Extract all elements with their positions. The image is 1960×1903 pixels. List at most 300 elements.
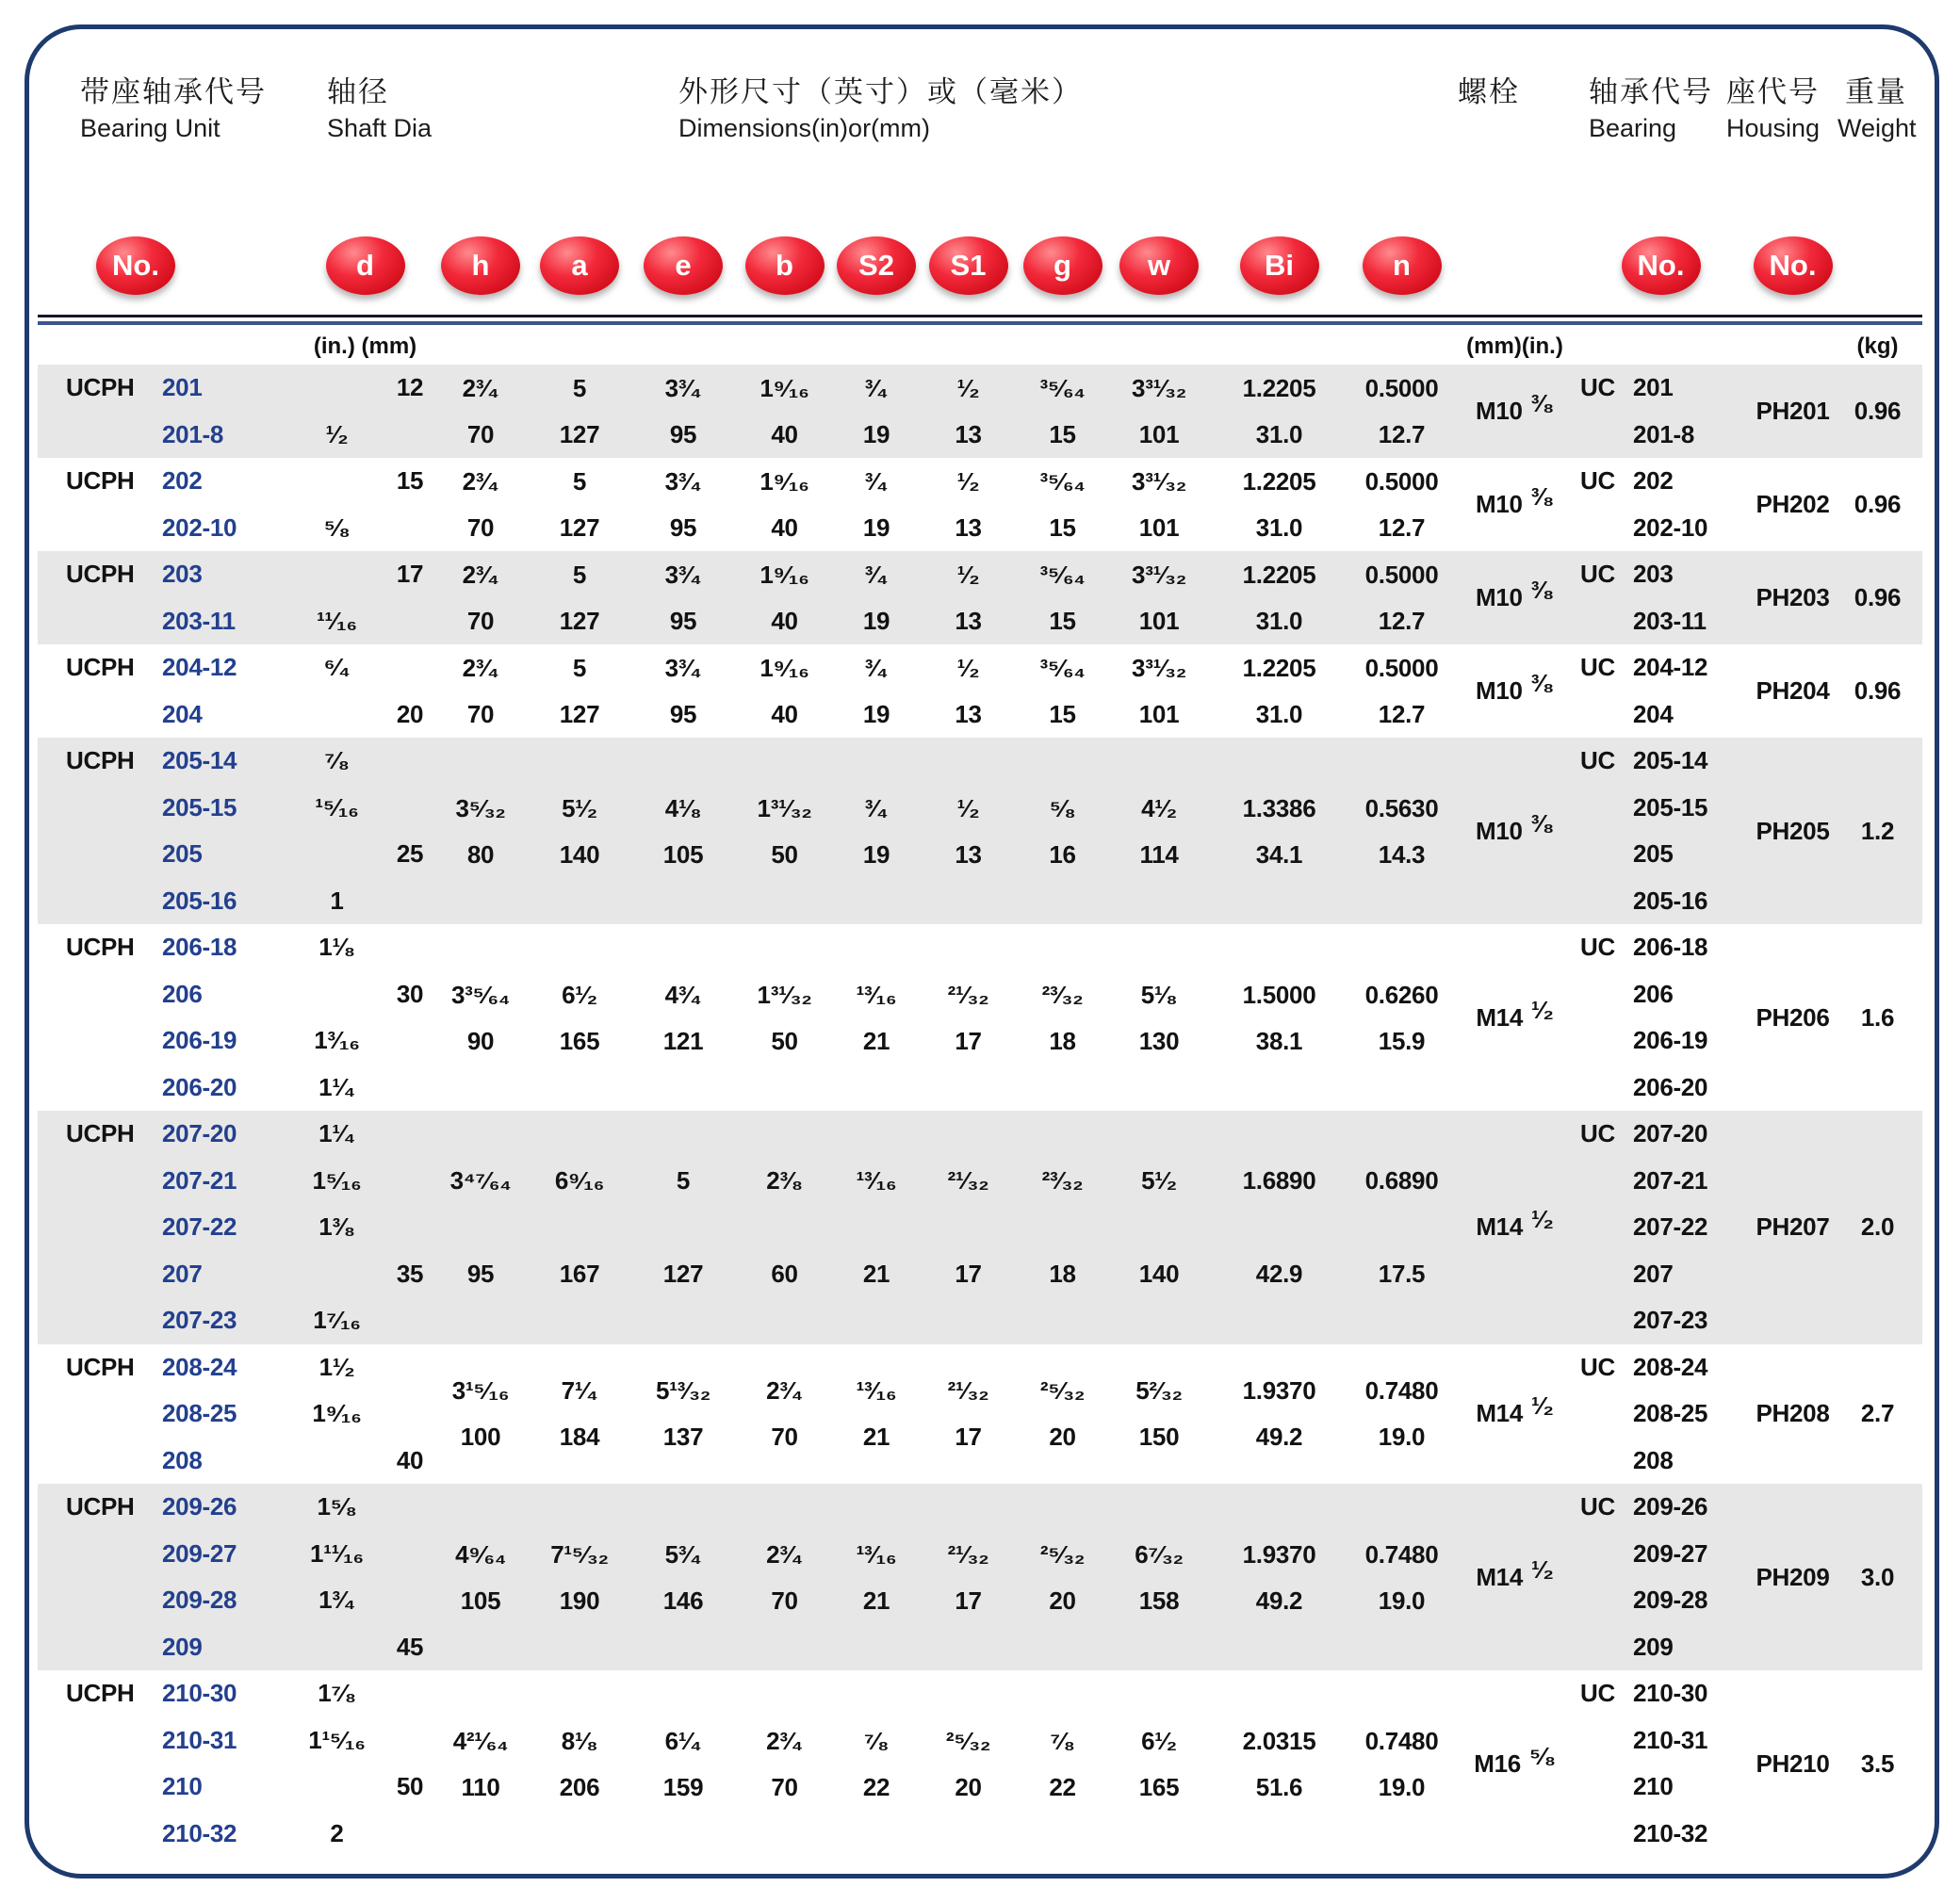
unit-no-cell: [38, 1065, 292, 1112]
dimension-column: [730, 1111, 839, 1344]
bearing-no-cell: [1569, 412, 1753, 459]
bearing-prefix: UC: [1580, 373, 1615, 402]
bearing-no-cell: [1569, 1251, 1753, 1298]
weight-value: 3.0: [1860, 1562, 1895, 1591]
bearing-number: 205-14: [1633, 746, 1708, 775]
shaft-dia-in-cell: ¹⁵⁄₁₆: [315, 792, 359, 821]
dimension-mm: 12.7: [1378, 420, 1426, 448]
dimension-mm: 13: [955, 700, 982, 728]
dimension-mm: 40: [771, 700, 798, 728]
bolt-size-in: ¹⁄₂: [1531, 1205, 1554, 1234]
bearing-no-cell: [1569, 1577, 1753, 1624]
shaft-dia-in-cell: 1³⁄₁₆: [314, 1026, 360, 1055]
dimension-mm: 31.0: [1255, 607, 1303, 635]
dimension-column: [1022, 924, 1102, 1111]
bearing-prefix: UC: [1580, 1119, 1615, 1148]
badge-d: d: [326, 236, 405, 295]
shaft-dia-mm-cell: [382, 1297, 438, 1344]
dimension-in: 1.9370: [1242, 1376, 1316, 1406]
dimension-mm: 137: [662, 1423, 704, 1452]
unit-prefix: UCPH: [66, 746, 135, 775]
dimension-mm: 158: [1138, 1586, 1180, 1615]
dimension-in: 5³⁄₄: [664, 1539, 702, 1569]
dimension-column: [438, 458, 523, 551]
shaft-dia-in-cell: 1¹⁄₂: [318, 1352, 355, 1381]
dimension-in: 4⁹⁄₆₄: [455, 1539, 506, 1569]
dimension-in: 3³⁄₄: [664, 561, 702, 589]
dimension-in: 3³⁄₄: [664, 467, 702, 496]
units-weight: (kg): [1856, 333, 1899, 359]
header-shaft-dia: [327, 73, 432, 145]
bolt-size-mm: M14: [1476, 1399, 1524, 1428]
dimension-in: 5: [572, 467, 587, 496]
dimension-in: 5¹⁄₂: [562, 793, 597, 822]
bearing-block: [38, 1111, 1922, 1344]
shaft-dia-in-cell: 1¹⁄₈: [318, 933, 355, 962]
bearing-no-cell: [1569, 1344, 1753, 1391]
dimension-column: [914, 365, 1022, 458]
units-shaft-dia: (in.) (mm): [313, 333, 417, 359]
dimension-mm: 12.7: [1378, 513, 1426, 542]
unit-number: 202-10: [162, 512, 237, 542]
bolt-size-in: ³⁄₈: [1530, 808, 1554, 838]
dimension-in: 2.0315: [1242, 1726, 1316, 1755]
dimension-mm: 101: [1138, 420, 1180, 448]
bearing-number: 207: [1633, 1259, 1674, 1288]
dimension-column: [914, 458, 1022, 551]
bearing-number: 210-31: [1633, 1725, 1708, 1754]
unit-no-cell: [38, 1577, 292, 1624]
housing-number: PH203: [1756, 583, 1830, 611]
unit-no-cell: [38, 412, 292, 459]
shaft-dia-in-cell: 1¹¹⁄₁₆: [310, 1538, 364, 1568]
dimension-column: [1022, 644, 1102, 738]
dimension-column: [1343, 1344, 1461, 1485]
dimension-mm: 51.6: [1255, 1772, 1303, 1801]
dimension-in: ¹⁄₂: [956, 374, 980, 402]
housing-number: PH210: [1756, 1748, 1830, 1778]
dimension-column: [1022, 738, 1102, 924]
shaft-dia-mm-cell: [382, 644, 438, 691]
dimension-in: 8¹⁄₈: [561, 1726, 598, 1755]
unit-number: 210-31: [162, 1725, 237, 1754]
dimension-in: 3³¹⁄₃₂: [1132, 561, 1186, 589]
shaft-dia-mm-cell: [382, 1717, 438, 1765]
unit-no-cell: [38, 1297, 292, 1344]
dimension-column: [636, 1111, 730, 1344]
housing-no-cell: [1753, 365, 1833, 458]
badge-no-unit: No.: [96, 236, 175, 295]
shaft-dia-mm-cell: [382, 1811, 438, 1858]
bearing-no-cell: [1569, 458, 1753, 505]
dimension-column: [523, 924, 636, 1111]
unit-prefix: UCPH: [66, 466, 135, 496]
housing-number: PH206: [1756, 1002, 1830, 1032]
dimension-mm: 14.3: [1378, 839, 1426, 869]
dimension-in: 1⁹⁄₁₆: [760, 374, 809, 402]
dimension-mm: 165: [559, 1026, 600, 1055]
housing-no-cell: [1753, 924, 1833, 1111]
dimension-mm: 17: [955, 1423, 982, 1452]
dimension-in: ³⁄₄: [864, 654, 889, 682]
bolt-size-in: ⁵⁄₈: [1528, 1741, 1556, 1770]
dimension-in: 0.5000: [1364, 467, 1439, 496]
dimension-mm: 167: [559, 1260, 600, 1289]
dimension-in: 1⁹⁄₁₆: [760, 467, 809, 496]
dimension-mm: 12.7: [1378, 700, 1426, 728]
dimension-column: [1102, 738, 1216, 924]
bearing-prefix: UC: [1580, 653, 1615, 682]
bearing-prefix: UC: [1580, 1492, 1615, 1521]
bearing-no-cell: [1569, 1531, 1753, 1578]
badge-e-cell: [636, 232, 730, 300]
dimension-in: ³⁄₄: [864, 374, 889, 402]
dimension-mm: 101: [1138, 700, 1180, 728]
badge-g: g: [1023, 236, 1102, 295]
dimension-column: [914, 1484, 1022, 1670]
bolt-size-in: ³⁄₈: [1530, 482, 1554, 511]
unit-no-cell: [38, 1158, 292, 1205]
dimension-in: 5¹⁄₂: [1141, 1166, 1177, 1195]
bolt-line: [1476, 669, 1554, 706]
dimension-column: [730, 644, 839, 738]
dimension-in: 3³⁄₄: [664, 654, 702, 682]
dimension-in: 6¹⁄₂: [562, 980, 597, 1009]
dimension-column: [523, 458, 636, 551]
shaft-dia-in-cell: [292, 831, 382, 878]
bearing-no-cell: [1569, 878, 1753, 925]
dimension-in: 1.2205: [1242, 561, 1316, 589]
bolt-size-in: ¹⁄₂: [1531, 1554, 1554, 1584]
weight-cell: [1833, 1670, 1922, 1857]
shaft-dia-mm-cell: [382, 1484, 438, 1531]
unit-no-cell: [38, 1391, 292, 1438]
dimension-mm: 21: [862, 1260, 890, 1289]
bolt-line: [1474, 1741, 1556, 1779]
badge-n: n: [1363, 236, 1442, 295]
dimension-column: [914, 551, 1022, 644]
dimension-mm: 165: [1138, 1772, 1180, 1801]
dimension-in: 3³⁵⁄₆₄: [450, 980, 511, 1009]
bearing-prefix: UC: [1580, 560, 1615, 589]
bearing-number: 208: [1633, 1445, 1674, 1474]
shaft-dia-in-cell: 1⁷⁄₈: [318, 1679, 356, 1708]
dimension-column: [839, 365, 914, 458]
badge-n-cell: [1343, 232, 1461, 300]
dimension-column: [839, 644, 914, 738]
dimension-mm: 15: [1049, 513, 1076, 542]
dimension-in: 1³¹⁄₃₂: [757, 793, 812, 822]
header-housing-en: Housing: [1726, 114, 1821, 142]
shaft-dia-in-cell: [292, 1764, 382, 1811]
unit-number: 210: [162, 1772, 203, 1801]
dimension-mm: 17: [955, 1026, 982, 1055]
unit-prefix: UCPH: [66, 1352, 135, 1381]
shaft-dia-in-cell: 1¹⁄₄: [318, 1119, 355, 1148]
dimension-column: [1343, 1670, 1461, 1857]
weight-cell: [1833, 1344, 1922, 1485]
shaft-dia-mm-cell: [382, 1531, 438, 1578]
unit-no-cell: [38, 1204, 292, 1251]
dimension-in: ²⁵⁄₃₂: [1039, 1376, 1086, 1406]
bearing-no-cell: [1569, 551, 1753, 598]
badge-no-housing-cell: [1753, 232, 1833, 300]
dimension-in: ⁷⁄₈: [1050, 1726, 1075, 1755]
shaft-dia-mm-cell: [382, 1344, 438, 1391]
housing-number: PH208: [1756, 1399, 1830, 1428]
shaft-dia-in-cell: [292, 691, 382, 739]
header-weight-zh: 重量: [1845, 75, 1907, 108]
unit-number: 205-15: [162, 792, 237, 821]
dimension-column: [914, 1111, 1022, 1344]
bolt-size-mm: M16: [1474, 1748, 1521, 1778]
badge-s1: S1: [929, 236, 1008, 295]
dimension-column: [438, 738, 523, 924]
dimension-mm: 31.0: [1255, 513, 1303, 542]
dimension-in: 2³⁄₄: [462, 374, 499, 402]
unit-no-cell: [38, 598, 292, 645]
header-bearing-en: Bearing: [1589, 114, 1677, 142]
dimension-mm: 130: [1138, 1026, 1180, 1055]
header-weight-en: Weight: [1838, 114, 1917, 142]
unit-no-cell: [38, 1484, 292, 1531]
unit-number: 204: [162, 699, 203, 728]
shaft-dia-mm-cell: [382, 738, 438, 785]
unit-number: 210-32: [162, 1818, 237, 1847]
dimension-column: [1216, 458, 1343, 551]
dimension-column: [914, 738, 1022, 924]
bearing-block: [38, 365, 1922, 458]
dimension-mm: 20: [1049, 1586, 1076, 1615]
bolt-line: [1476, 1205, 1554, 1242]
header-dimensions: [678, 73, 1083, 145]
dimension-column: [1102, 1344, 1216, 1485]
badge-e: e: [644, 236, 723, 295]
dimension-mm: 31.0: [1255, 420, 1303, 448]
bolt-size-in: ¹⁄₂: [1531, 1391, 1554, 1421]
header-bearing-unit: [80, 73, 267, 145]
weight-value: 2.0: [1860, 1212, 1895, 1242]
dimension-mm: 70: [466, 420, 495, 448]
bolt-cell: [1461, 644, 1569, 738]
dimension-in: 3⁵⁄₃₂: [455, 793, 506, 822]
dimension-column: [636, 644, 730, 738]
dimension-column: [523, 1670, 636, 1857]
dimension-column: [1102, 551, 1216, 644]
bearing-number: 201-8: [1633, 419, 1694, 448]
bearing-no-cell: [1569, 1670, 1753, 1717]
dimension-column: [1022, 551, 1102, 644]
dimension-column: [523, 644, 636, 738]
bolt-size-in: ³⁄₈: [1530, 389, 1554, 417]
dimension-column: [1102, 924, 1216, 1111]
shaft-dia-in-cell: [292, 551, 382, 598]
dimension-in: ¹⁄₂: [956, 654, 980, 682]
bearing-block: [38, 1484, 1922, 1670]
unit-no-cell: [38, 1251, 292, 1298]
dimension-mm: 18: [1049, 1260, 1076, 1289]
dimension-in: ⁵⁄₈: [1049, 793, 1076, 822]
shaft-dia-mm-cell: [382, 1111, 438, 1158]
unit-number: 208: [162, 1445, 203, 1474]
dimension-mm: 159: [662, 1772, 704, 1801]
shaft-dia-mm-cell: 15: [396, 466, 424, 496]
dimension-mm: 127: [559, 513, 600, 542]
dimension-mm: 70: [466, 513, 495, 542]
badge-s1-cell: [914, 232, 1022, 300]
unit-prefix: UCPH: [66, 1119, 135, 1148]
dimension-in: 0.5000: [1364, 374, 1439, 402]
dimension-in: 1³¹⁄₃₂: [757, 980, 812, 1009]
bolt-cell: [1461, 1484, 1569, 1670]
dimension-column: [730, 1484, 839, 1670]
bearing-number: 206-19: [1633, 1026, 1708, 1055]
bolt-size-mm: M14: [1476, 1212, 1524, 1242]
bolt-cell: [1461, 1344, 1569, 1485]
shaft-dia-mm-cell: [382, 412, 438, 459]
dimension-mm: 19: [862, 839, 890, 869]
bearing-block: [38, 458, 1922, 551]
bearing-number: 208-24: [1633, 1352, 1708, 1381]
dimension-mm: 15.9: [1378, 1026, 1426, 1055]
weight-cell: [1833, 644, 1922, 738]
weight-value: 1.2: [1860, 816, 1895, 845]
unit-prefix: UCPH: [66, 933, 135, 962]
dimension-column: [636, 1484, 730, 1670]
dimension-column: [1022, 365, 1102, 458]
housing-number: PH201: [1756, 397, 1830, 425]
bearing-prefix: UC: [1580, 746, 1615, 775]
unit-number: 204-12: [162, 653, 237, 682]
dimension-mm: 140: [1138, 1260, 1180, 1289]
header-dimensions-zh: 外形尺寸（英寸）或（毫米）: [678, 75, 1083, 108]
dimension-mm: 15: [1049, 700, 1076, 728]
dimension-in: ¹³⁄₁₆: [856, 1166, 897, 1195]
dimension-column: [1216, 1111, 1343, 1344]
dimension-in: ³⁄₄: [864, 467, 889, 496]
dimension-mm: 190: [559, 1586, 600, 1615]
dimension-in: 5: [676, 1166, 691, 1195]
badge-no-unit-cell: [38, 232, 292, 300]
dimension-mm: 50: [771, 1026, 798, 1055]
dimension-column: [636, 738, 730, 924]
shaft-dia-mm-cell: [382, 1065, 438, 1112]
dimension-mm: 95: [669, 607, 697, 635]
dimension-in: ²¹⁄₃₂: [947, 1539, 989, 1569]
dimension-mm: 95: [669, 513, 697, 542]
housing-no-cell: [1753, 1111, 1833, 1344]
dimension-column: [839, 1111, 914, 1344]
bolt-cell: [1461, 1670, 1569, 1857]
header-shaft-dia-en: Shaft Dia: [327, 114, 433, 142]
dimension-mm: 40: [771, 607, 798, 635]
shaft-dia-in-cell: [292, 971, 382, 1018]
dimension-column: [523, 1484, 636, 1670]
dimension-column: [839, 551, 914, 644]
bearing-no-cell: [1569, 691, 1753, 739]
bolt-line: [1476, 482, 1554, 519]
unit-no-cell: [38, 1111, 292, 1158]
dimension-column: [1343, 738, 1461, 924]
shaft-dia-in-cell: 1⁵⁄₈: [317, 1492, 357, 1521]
dimension-in: 0.6890: [1364, 1166, 1439, 1195]
dimension-mm: 50: [771, 839, 798, 869]
badge-s2: S2: [837, 236, 916, 295]
bolt-size-mm: M10: [1476, 490, 1523, 518]
unit-number: 203-11: [162, 606, 236, 635]
dimension-in: 0.7480: [1364, 1726, 1439, 1755]
header-bearing-zh: 轴承代号: [1589, 75, 1713, 108]
bearing-number: 205: [1633, 839, 1674, 869]
dimension-in: 0.7480: [1364, 1539, 1439, 1569]
bearing-number: 209-26: [1633, 1492, 1708, 1521]
header-bolt: [1458, 73, 1520, 111]
bearing-no-cell: [1569, 1624, 1753, 1671]
header-dimensions-en: Dimensions(in)or(mm): [678, 114, 931, 142]
dimension-column: [1343, 365, 1461, 458]
shaft-dia-in-cell: [292, 365, 382, 412]
dimension-column: [839, 924, 914, 1111]
units-bolt: (mm)(in.): [1466, 333, 1563, 359]
dimension-in: 0.5000: [1364, 561, 1439, 589]
unit-number: 209-28: [162, 1586, 237, 1615]
dimension-mm: 19: [862, 607, 890, 635]
shaft-dia-in-cell: 1⁹⁄₁₆: [312, 1399, 362, 1428]
dimension-in: 5¹³⁄₃₂: [656, 1376, 710, 1406]
unit-prefix: UCPH: [66, 1492, 135, 1521]
dimension-mm: 127: [559, 420, 600, 448]
dimension-mm: 17.5: [1378, 1260, 1426, 1289]
header-housing: [1726, 73, 1820, 145]
unit-number: 207-23: [162, 1306, 237, 1335]
dimension-in: ³⁵⁄₆₄: [1039, 561, 1086, 589]
shaft-dia-mm-cell: 45: [396, 1632, 424, 1661]
dimension-in: 1⁹⁄₁₆: [760, 654, 809, 682]
dimension-mm: 80: [466, 839, 495, 869]
bolt-cell: [1461, 738, 1569, 924]
dimension-column: [1343, 458, 1461, 551]
dimension-in: 2³⁄₄: [766, 1376, 803, 1406]
dimension-in: 1.6890: [1242, 1166, 1316, 1195]
dimension-in: 0.7480: [1364, 1376, 1439, 1406]
header-bearing-unit-zh: 带座轴承代号: [80, 75, 267, 108]
dimension-in: 1.2205: [1242, 654, 1316, 682]
dimension-in: ¹³⁄₁₆: [856, 1539, 897, 1569]
weight-value: 3.5: [1860, 1748, 1895, 1778]
dimension-mm: 18: [1049, 1026, 1076, 1055]
shaft-dia-in-cell: 1³⁄₈: [318, 1212, 355, 1242]
shaft-dia-mm-cell: [382, 1391, 438, 1438]
dimension-mm: 70: [466, 700, 495, 728]
unit-no-cell: [38, 505, 292, 552]
dimension-column: [523, 365, 636, 458]
weight-cell: [1833, 551, 1922, 644]
bearing-no-cell: [1569, 1764, 1753, 1811]
bolt-size-mm: M10: [1476, 397, 1523, 425]
dimension-column: [1102, 365, 1216, 458]
dimension-column: [914, 1344, 1022, 1485]
badge-b: b: [745, 236, 825, 295]
bearing-number: 206: [1633, 979, 1674, 1008]
dimension-mm: 95: [669, 700, 697, 728]
weight-cell: [1833, 738, 1922, 924]
bolt-size-mm: M10: [1476, 676, 1523, 705]
unit-number: 206-19: [162, 1026, 237, 1055]
dimension-column: [438, 365, 523, 458]
dimension-column: [523, 551, 636, 644]
dimension-mm: 19: [862, 700, 890, 728]
bolt-line: [1476, 576, 1554, 612]
